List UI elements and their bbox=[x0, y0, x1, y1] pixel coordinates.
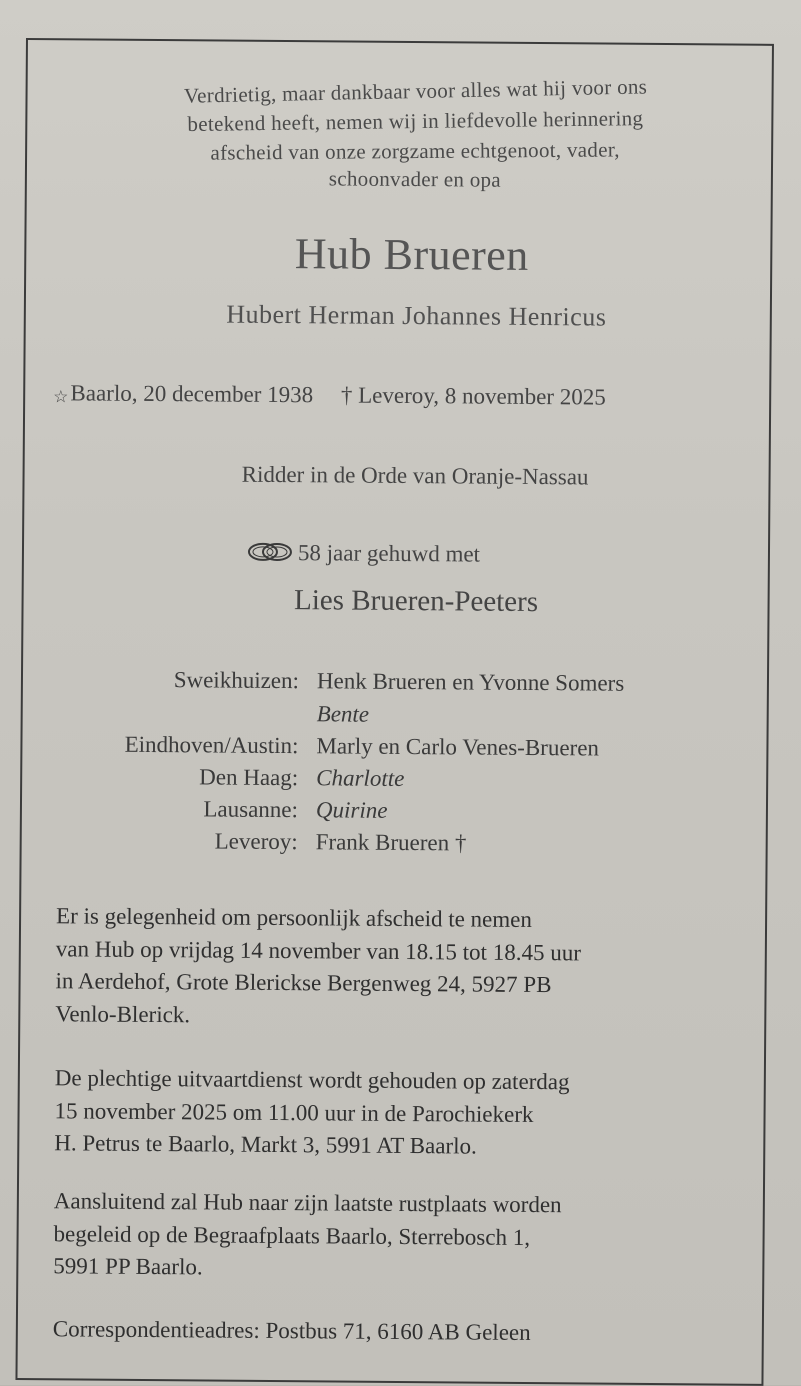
cross-icon: † bbox=[340, 382, 353, 408]
viewing-line: Er is gelegenheid om persoonlijk afscheid te nemen bbox=[56, 903, 533, 933]
married-line bbox=[246, 540, 480, 568]
star-icon: ☆ bbox=[53, 387, 69, 407]
death-date: Leveroy, 8 november 2025 bbox=[358, 382, 606, 410]
burial-line: 5991 PP Baarlo. bbox=[53, 1253, 203, 1280]
family-member: Bente bbox=[316, 701, 370, 727]
royal-honour: Ridder in de Orde van Oranje-Nassau bbox=[241, 461, 589, 490]
wedding-rings-icon bbox=[246, 541, 294, 563]
family-member: Quirine bbox=[315, 797, 388, 823]
family-place: Den Haag: bbox=[199, 764, 299, 791]
correspondence-address: Correspondentieadres: Postbus 71, 6160 AB Geleen bbox=[52, 1316, 531, 1346]
life-dates bbox=[53, 380, 606, 411]
viewing-line: van Hub op vrijdag 14 november van 18.15 tot 18.45 uur bbox=[55, 936, 582, 966]
burial-line: Aansluitend zal Hub naar zijn laatste rustplaats worden bbox=[53, 1188, 562, 1218]
family-place: Leveroy: bbox=[214, 828, 298, 855]
birth-date: Baarlo, 20 december 1938 bbox=[70, 380, 314, 408]
family-member: Henk Brueren en Yvonne Somers bbox=[316, 668, 625, 696]
viewing-line: Venlo-Blerick. bbox=[55, 1001, 191, 1028]
viewing-line: in Aerdehof, Grote Blerickse Bergenweg 24, 5927 PB bbox=[55, 968, 552, 998]
family-place: Eindhoven/Austin: bbox=[124, 731, 299, 759]
married-text: 58 jaar gehuwd met bbox=[297, 540, 481, 567]
deceased-name: Hub Brueren bbox=[294, 229, 530, 280]
intro-line-1: Verdrietig, maar dankbaar voor alles wat hij voor ons bbox=[183, 74, 648, 108]
service-line: 15 november 2025 om 11.00 uur in de Parochiekerk bbox=[54, 1098, 534, 1128]
deceased-full-name: Hubert Herman Johannes Henricus bbox=[226, 299, 607, 332]
intro-line-4: schoonvader en opa bbox=[328, 166, 502, 192]
burial-line: begeleid op de Begraafplaats Baarlo, Sterrebosch 1, bbox=[53, 1221, 531, 1250]
spouse-name: Lies Brueren-Peeters bbox=[293, 584, 539, 619]
intro-line-2: betekend heeft, nemen wij in liefdevolle herinnering bbox=[187, 106, 644, 137]
announcement-border bbox=[15, 38, 774, 1386]
family-place: Sweikhuizen: bbox=[173, 667, 300, 694]
service-line: H. Petrus te Baarlo, Markt 3, 5991 AT Baarlo. bbox=[54, 1130, 477, 1159]
family-member: Marly en Carlo Venes-Brueren bbox=[316, 733, 600, 761]
service-line: De plechtige uitvaartdienst wordt gehouden op zaterdag bbox=[54, 1065, 570, 1095]
family-member: Charlotte bbox=[316, 765, 405, 791]
intro-line-3: afscheid van onze zorgzame echtgenoot, vader, bbox=[210, 137, 620, 165]
family-member: Frank Brueren † bbox=[315, 829, 467, 856]
family-place: Lausanne: bbox=[203, 796, 299, 823]
